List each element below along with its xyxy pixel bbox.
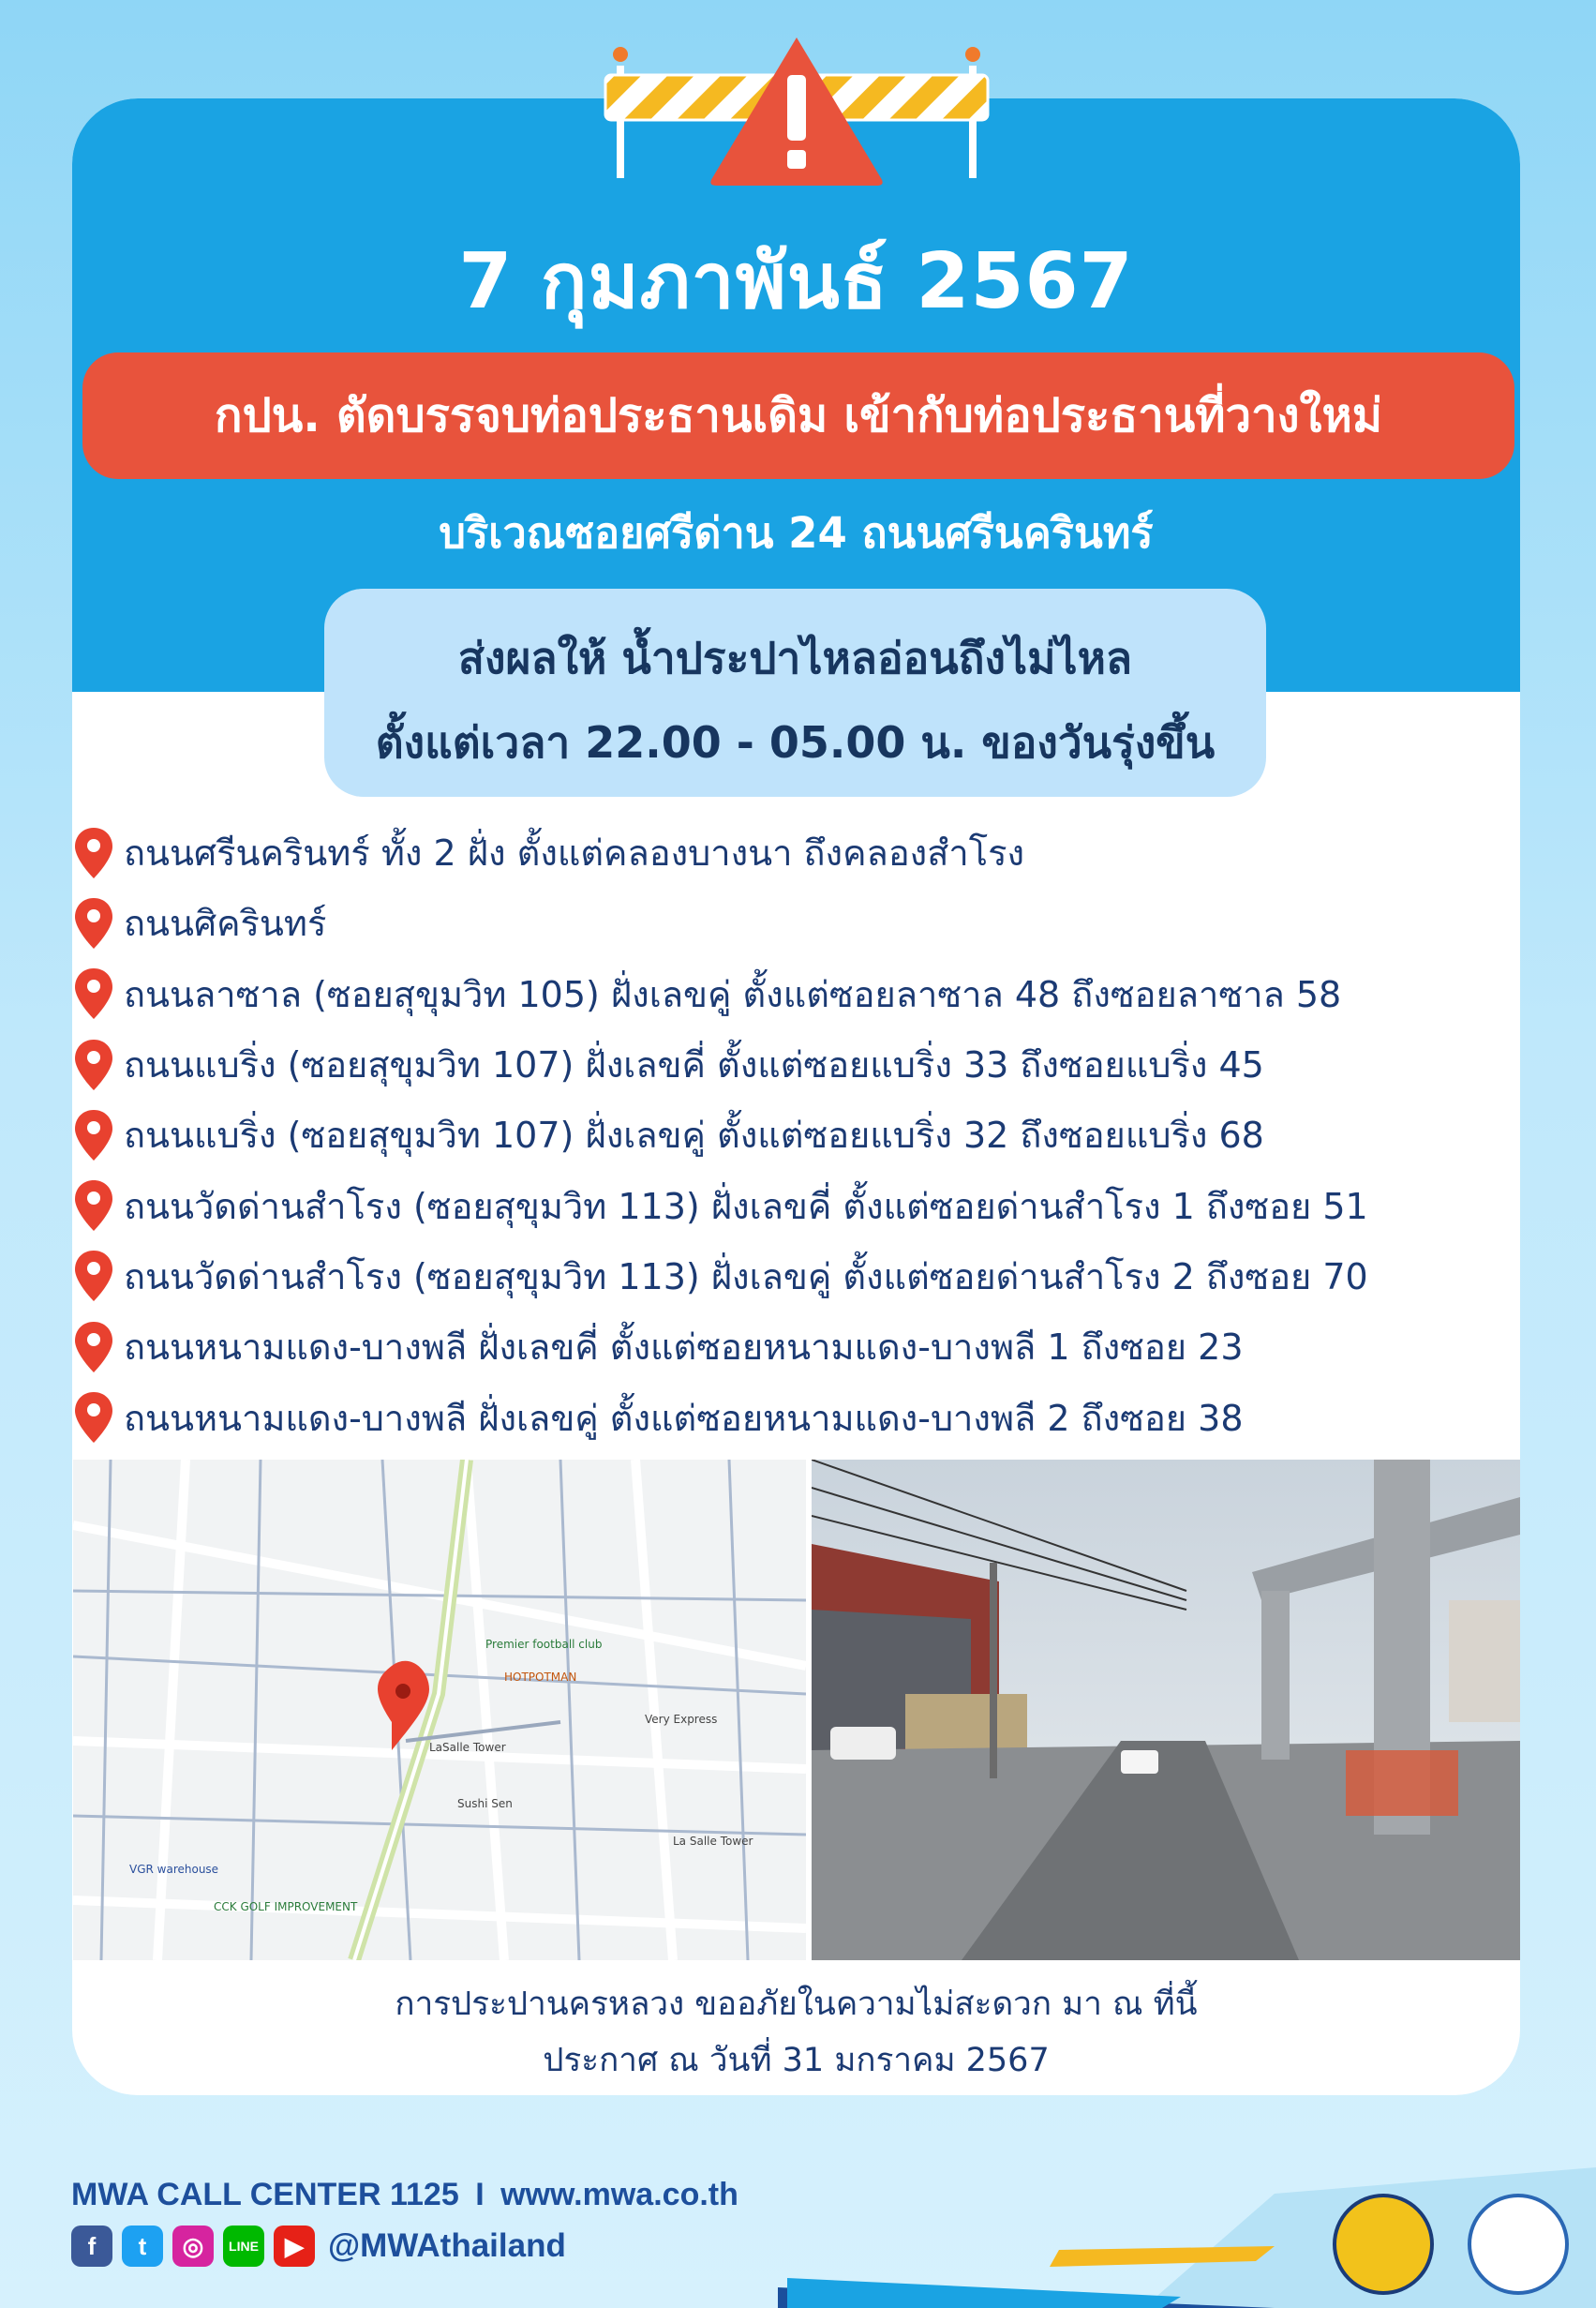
location-pin-icon: [73, 826, 114, 880]
location-text: ถนนวัดด่านสำโรง (ซอยสุขุมวิท 113) ฝั่งเลขคี่ ตั้งแต่ซอยด่านสำโรง 1 ถึงซอย 51: [124, 1185, 1368, 1227]
call-center-number: MWA CALL CENTER 1125: [71, 2177, 459, 2212]
location-text: ถนนหนามแดง-บางพลี ฝั่งเลขคี่ ตั้งแต่ซอยหนามแดง-บางพลี 1 ถึงซอย 23: [124, 1326, 1244, 1369]
youtube-icon[interactable]: ▶: [274, 2226, 315, 2267]
announcement-date: 7 กุมภาพันธ์ 2567: [458, 237, 1134, 326]
mwa-seal-logo: [1468, 2194, 1569, 2295]
instagram-icon[interactable]: ◎: [172, 2226, 214, 2267]
location-text: ถนนศิครินทร์: [124, 903, 327, 945]
map-label: Sushi Sen: [457, 1797, 513, 1810]
list-item: [73, 1029, 1516, 1100]
mwa-emblem-logo: [1333, 2194, 1434, 2295]
location-pin-icon: [73, 967, 114, 1021]
map-label: Very Express: [645, 1713, 718, 1726]
separator: I: [475, 2177, 485, 2212]
location-pin-icon: [73, 1390, 114, 1445]
location-pin-icon: [73, 1038, 114, 1092]
list-item: [73, 1170, 1516, 1240]
location-pin-icon: [73, 1108, 114, 1162]
call-center-line: [71, 2177, 738, 2213]
social-handle[interactable]: @MWAthailand: [328, 2227, 566, 2264]
location-list: [73, 817, 1516, 1453]
street-photo-graphic: [812, 1460, 1520, 1960]
location-pin-icon: [73, 1320, 114, 1374]
location-map: [73, 1460, 806, 1960]
map-label: HOTPOTMAN: [504, 1671, 577, 1684]
list-item: [73, 1100, 1516, 1170]
map-label: CCK GOLF IMPROVEMENT: [214, 1900, 358, 1913]
location-text: ถนนแบริ่ง (ซอยสุขุมวิท 107) ฝั่งเลขคี่ ตั้งแต่ซอยแบริ่ง 33 ถึงซอยแบริ่ง 45: [124, 1044, 1264, 1087]
map-label: La Salle Tower: [673, 1835, 753, 1848]
announcement-date-text: ประกาศ ณ วันที่ 31 มกราคม 2567: [543, 2042, 1050, 2079]
list-item: [73, 1241, 1516, 1311]
warning-barrier-icon: [600, 37, 993, 187]
location-text: ถนนแบริ่ง (ซอยสุขุมวิท 107) ฝั่งเลขคู่ ตั้งแต่ซอยแบริ่ง 32 ถึงซอยแบริ่ง 68: [124, 1115, 1264, 1157]
list-item: [73, 817, 1516, 888]
list-item: [73, 1311, 1516, 1382]
location-pin-icon: [73, 896, 114, 951]
apology-text: การประปานครหลวง ขออภัยในความไม่สะดวก มา ณ ที่นี้: [395, 1986, 1198, 2023]
twitter-icon[interactable]: t: [122, 2226, 163, 2267]
street-view-photo: [812, 1460, 1520, 1960]
list-item: [73, 888, 1516, 958]
location-text: ถนนวัดด่านสำโรง (ซอยสุขุมวิท 113) ฝั่งเลขคู่ ตั้งแต่ซอยด่านสำโรง 2 ถึงซอย 70: [124, 1255, 1368, 1297]
map-streets-graphic: [73, 1460, 806, 1960]
map-label: LaSalle Tower: [429, 1741, 506, 1754]
map-label: VGR warehouse: [129, 1863, 219, 1876]
line-icon[interactable]: LINE: [223, 2226, 264, 2267]
social-links: [71, 2226, 566, 2267]
location-pin-icon: [73, 1249, 114, 1303]
location-text: ถนนหนามแดง-บางพลี ฝั่งเลขคู่ ตั้งแต่ซอยหนามแดง-บางพลี 2 ถึงซอย 38: [124, 1397, 1244, 1439]
effect-line-1: ส่งผลให้ น้ำประปาไหลอ่อนถึงไม่ไหล: [457, 633, 1133, 683]
list-item: [73, 1382, 1516, 1452]
headline-banner: กปน. ตัดบรรจบท่อประธานเดิม เข้ากับท่อประธานที่วางใหม่: [82, 352, 1514, 479]
map-label: Premier football club: [485, 1638, 603, 1651]
location-text: ถนนศรีนครินทร์ ทั้ง 2 ฝั่ง ตั้งแต่คลองบางนา ถึงคลองสำโรง: [124, 832, 1025, 875]
website-link[interactable]: www.mwa.co.th: [500, 2177, 738, 2212]
list-item: [73, 959, 1516, 1029]
affected-area: บริเวณซอยศรีด่าน 24 ถนนศรีนครินทร์: [439, 508, 1154, 558]
effect-box: [324, 589, 1266, 797]
location-pin-icon: [73, 1178, 114, 1233]
effect-line-2: ตั้งแต่เวลา 22.00 - 05.00 น. ของวันรุ่งขึ้น: [375, 717, 1216, 768]
facebook-icon[interactable]: f: [71, 2226, 112, 2267]
location-text: ถนนลาซาล (ซอยสุขุมวิท 105) ฝั่งเลขคู่ ตั้งแต่ซอยลาซาล 48 ถึงซอยลาซาล 58: [124, 973, 1342, 1015]
